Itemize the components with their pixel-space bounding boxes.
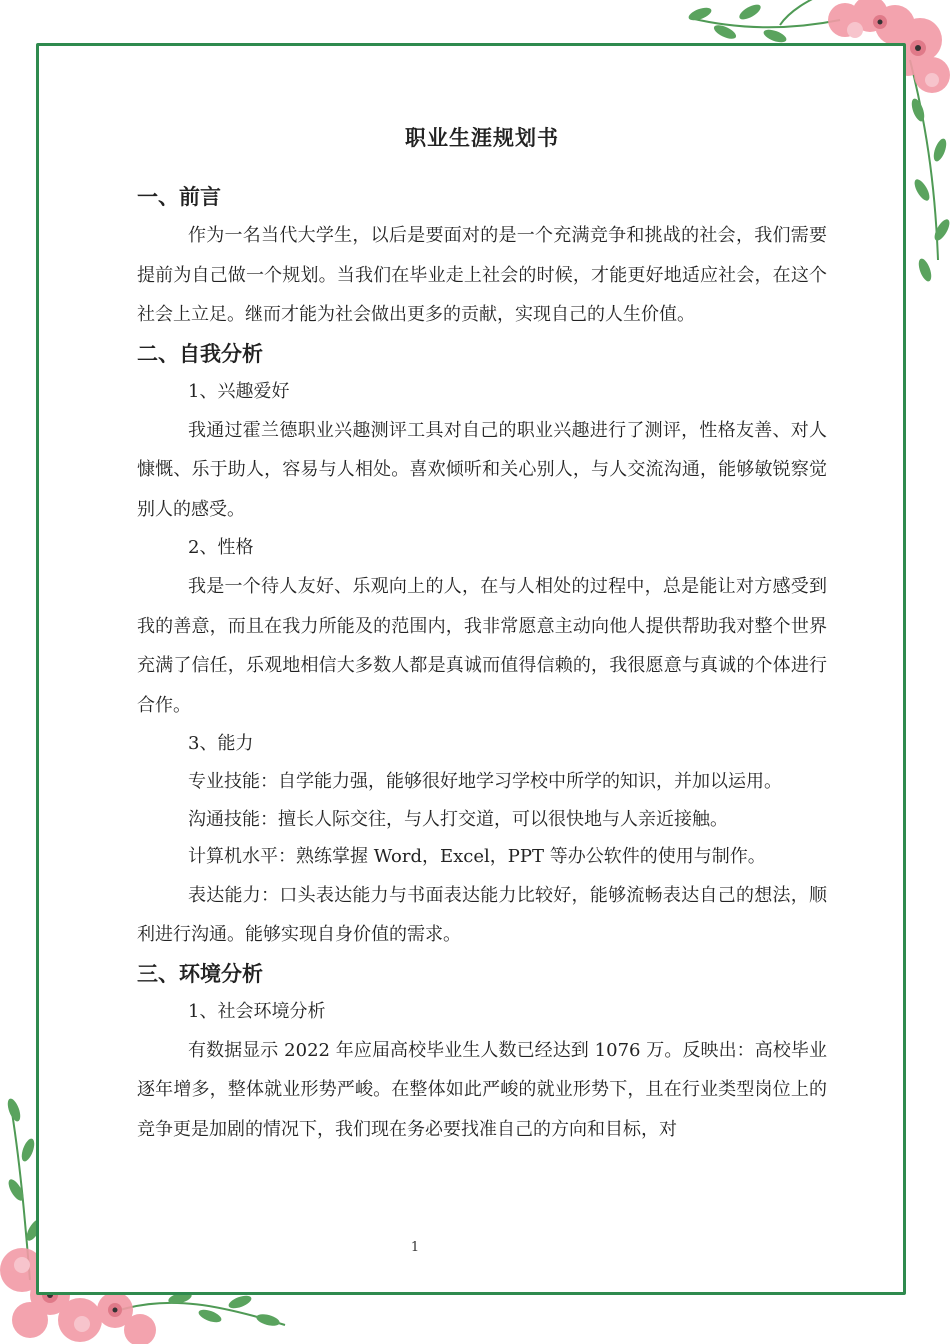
subheading-character: 2、性格	[188, 537, 254, 558]
section-heading-preface: 一、前言	[137, 184, 221, 209]
page-number: 1	[410, 1240, 420, 1255]
section-heading-self-analysis: 二、自我分析	[137, 340, 263, 366]
document-body	[137, 122, 827, 1149]
interest-paragraph: 我通过霍兰德职业兴趣测评工具对自己的职业兴趣进行了测评，性格友善、对人慷慨、乐于助人，容易与人相处。喜欢倾听和关心别人，与人交流沟通，能够敏锐察觉别人的感受。	[137, 419, 827, 520]
subheading-interest: 1、兴趣爱好	[188, 380, 290, 402]
ability-expression: 表达能力：口头表达能力与书面表达能力比较好，能够流畅表达自己的想法，顺利进行沟通。能够实现自身价值的需求。	[137, 884, 827, 945]
subheading-ability: 3、能力	[188, 733, 254, 754]
document-title: 职业生涯规划书	[405, 125, 559, 150]
preface-paragraph: 作为一名当代大学生，以后是要面对的是一个充满竞争和挑战的社会，我们需要提前为自己做一个规划。当我们在毕业走上社会的时候，才能更好地适应社会，在这个社会上立足。继而才能为社会做出更多的贡献，实现自己的人生价值。	[137, 225, 827, 325]
ability-professional: 专业技能：自学能力强，能够很好地学习学校中所学的知识，并加以运用。	[188, 771, 782, 792]
social-environment-paragraph: 有数据显示 2022 年应届高校毕业生人数已经达到 1076 万。反映出：高校毕业逐年增多，整体就业形势严峻。在整体如此严峻的就业形势下，且在行业类型岗位上的竞争更是加剧的情况下，我们现在务必要找准自己的方向和目标，对	[137, 1039, 827, 1140]
subheading-social-environment: 1、社会环境分析	[188, 1000, 326, 1022]
ability-communication: 沟通技能：擅长人际交往，与人打交道，可以很快地与人亲近接触。	[188, 808, 728, 830]
character-paragraph: 我是一个待人友好、乐观向上的人，在与人相处的过程中，总是能让对方感受到我的善意，而且在我力所能及的范围内，我非常愿意主动向他人提供帮助我对整个世界充满了信任，乐观地相信大多数人都是真诚而值得信赖的，我很愿意与真诚的个体进行合作。	[137, 576, 827, 716]
section-heading-environment: 三、环境分析	[137, 960, 263, 986]
ability-computer: 计算机水平：熟练掌握 Word，Excel，PPT 等办公软件的使用与制作。	[188, 846, 766, 867]
